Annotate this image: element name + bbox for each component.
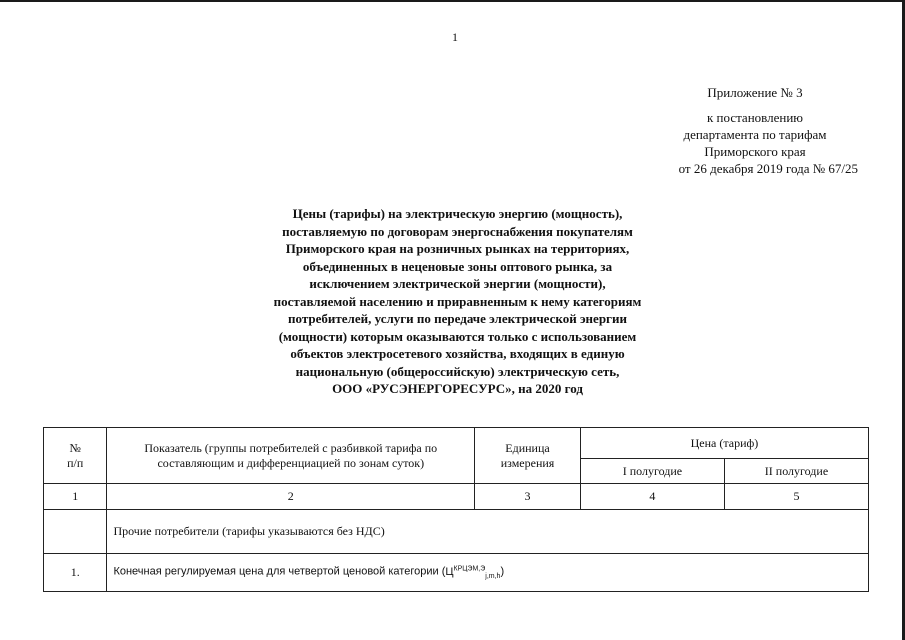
group-row — [44, 510, 869, 554]
column-number: 1 — [44, 484, 107, 510]
tariff-table — [43, 427, 869, 592]
title-line: ООО «РУСЭНЕРГОРЕСУРС», на 2020 год — [332, 381, 583, 396]
price-symbol-superscript: КРЦЭМ,Э — [453, 565, 486, 573]
title-line: объединенных в неценовые зоны оптового рынка, за — [302, 258, 613, 274]
table-row — [44, 554, 869, 592]
title-line: (мощности) которым оказываются только с использованием — [278, 328, 637, 344]
row-indicator-text: Конечная регулируемая цена для четвертой ценовой категории ( — [113, 565, 446, 578]
title-line: объектов электросетевого хозяйства, входящих в единую — [290, 346, 625, 361]
header-unit: Единица измерения — [475, 428, 581, 484]
title-line: поставляемой населению и приравненным к нему категориям — [273, 293, 642, 309]
column-number: 3 — [475, 484, 581, 510]
title-line: поставляемую по договорам энергоснабжения покупателям — [282, 223, 633, 239]
title-line: Приморского края на розничных рынках на территориях, — [285, 241, 630, 256]
group-row-label: Прочие потребители (тарифы указываются без НДС) — [107, 510, 869, 554]
price-symbol-subscript: j,m,h — [485, 572, 501, 580]
title-line: национальную (общероссийскую) электрическую сеть, — [295, 363, 620, 379]
column-number-row — [44, 484, 869, 510]
document-title — [220, 205, 695, 398]
column-number: 2 — [107, 484, 475, 510]
page-number: 1 — [452, 30, 458, 44]
row-indicator — [107, 554, 869, 592]
page-top-border — [0, 0, 905, 2]
header-number: № п/п — [44, 428, 107, 484]
header-indicator: Показатель (группы потребителей с разбивкой тарифа по составляющим и дифференциацией по зонам суток) — [107, 428, 475, 484]
appendix-date-line: от 26 декабря 2019 года № 67/25 — [678, 161, 858, 176]
appendix-title: Приложение № 3 — [707, 85, 803, 100]
header-price: Цена (тариф) — [580, 428, 868, 459]
appendix-line: к постановлению — [706, 110, 804, 125]
price-symbol — [445, 566, 500, 578]
appendix-line: департамента по тарифам — [683, 127, 827, 142]
header-half2: II полугодие — [724, 459, 868, 484]
appendix-line: Приморского края — [704, 144, 806, 159]
header-half1: I полугодие — [580, 459, 724, 484]
table-header-row — [44, 428, 869, 459]
group-row-number-cell — [44, 510, 107, 554]
price-symbol-base: Ц — [445, 565, 454, 578]
title-line: Цены (тарифы) на электрическую энергию (мощность), — [292, 206, 623, 221]
appendix-block — [630, 84, 880, 177]
title-line: исключением электрической энергии (мощности), — [309, 276, 606, 291]
column-number: 5 — [724, 484, 868, 510]
row-indicator-close: ) — [500, 565, 505, 578]
row-number: 1. — [44, 554, 107, 592]
column-number: 4 — [580, 484, 724, 510]
title-line: потребителей, услуги по передаче электрической энергии — [288, 311, 627, 326]
